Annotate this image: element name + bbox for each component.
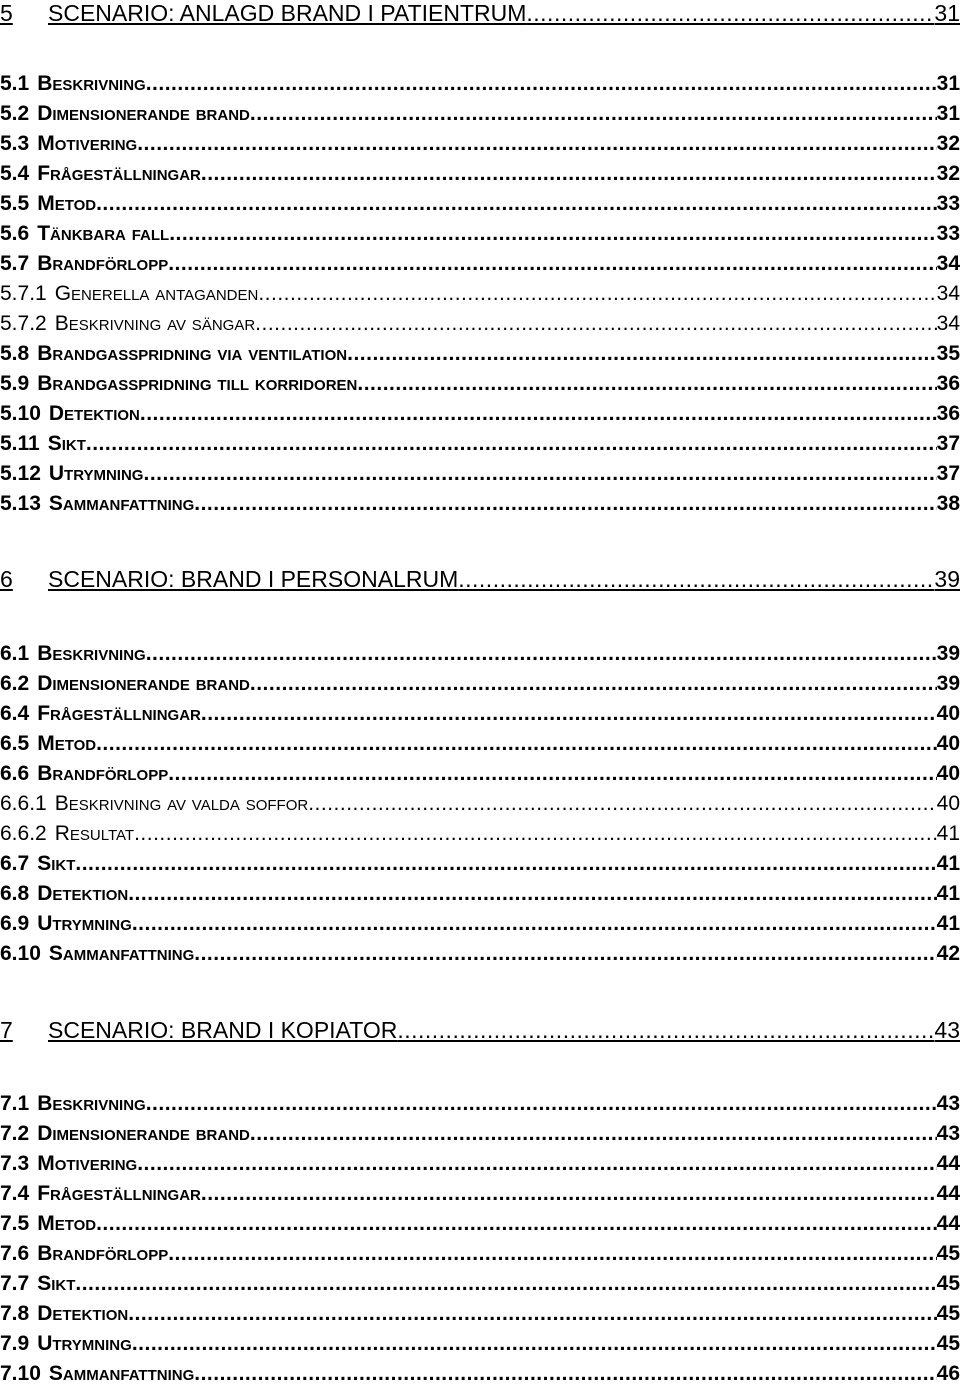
- toc-entry-page-number: 32: [936, 132, 960, 155]
- toc-entry-page-number: 45: [936, 1242, 960, 1265]
- toc-entry-page-number: 40: [936, 702, 960, 725]
- toc-entry-title: Beskrivning av valda soffor: [54, 792, 309, 815]
- toc-entry-page-number: 38: [936, 492, 960, 515]
- dot-leader: [140, 402, 937, 426]
- dot-leader: [134, 822, 937, 846]
- dot-leader: [194, 942, 936, 966]
- toc-entry-number: 6.5: [0, 732, 30, 755]
- toc-entry-title: Metod: [37, 732, 97, 755]
- dot-leader: [201, 702, 937, 726]
- toc-entry-number: 5.5: [0, 192, 30, 215]
- toc-entry-page-number: 35: [936, 342, 960, 365]
- toc-entry-title: Sikt: [37, 852, 76, 875]
- toc-entry[interactable]: [0, 372, 960, 396]
- toc-entry-page-number: 41: [936, 882, 960, 905]
- toc-entry-title: Sammanfattning: [48, 942, 195, 965]
- toc-entry-number: 5.6: [0, 222, 30, 245]
- toc-entry-title: Motivering: [37, 1152, 138, 1175]
- toc-chapter-entry[interactable]: [0, 1017, 960, 1044]
- toc-entry-page-number: 45: [936, 1302, 960, 1325]
- toc-entry-page-number: 32: [936, 162, 960, 185]
- toc-entry-number: 5.1: [0, 72, 30, 95]
- dot-leader: [132, 1332, 937, 1356]
- toc-entry-title: Detektion: [37, 1302, 129, 1325]
- toc-entry-page-number: 39: [936, 672, 960, 695]
- toc-entry[interactable]: [0, 1362, 960, 1386]
- dot-leader: [194, 1362, 936, 1386]
- toc-entry-number: 6.6.2: [0, 822, 47, 845]
- toc-entry-page-number: 34: [936, 282, 960, 305]
- toc-entry-title: Dimensionerande brand: [37, 672, 250, 695]
- toc-entry-page-number: 43: [936, 1122, 960, 1145]
- toc-entry-page-number: 40: [936, 732, 960, 755]
- toc-entry-number: 5.3: [0, 132, 30, 155]
- dot-leader: [194, 492, 936, 516]
- toc-entry-title: Metod: [37, 1212, 97, 1235]
- dot-leader: [250, 1122, 937, 1146]
- toc-entry-title: Resultat: [54, 822, 135, 845]
- toc-entry-page-number: 39: [936, 642, 960, 665]
- toc-entry[interactable]: [0, 912, 960, 936]
- dot-leader: [146, 72, 937, 96]
- toc-entry-page-number: 41: [936, 822, 960, 845]
- toc-entry[interactable]: [0, 1212, 960, 1236]
- toc-chapter-entry[interactable]: [0, 566, 960, 593]
- toc-entry-number: 7.3: [0, 1152, 30, 1175]
- toc-entry-number: 6: [0, 566, 13, 592]
- toc-entry-page-number: 43: [936, 1092, 960, 1115]
- toc-entry-page-number: 39: [934, 566, 960, 592]
- toc-entry-title: Utrymning: [37, 912, 132, 935]
- toc-entry[interactable]: [0, 1182, 960, 1206]
- toc-entry-title: Beskrivning av sängar: [54, 312, 256, 335]
- dot-leader: [255, 312, 936, 336]
- toc-entry-title: Generella antaganden: [54, 282, 259, 305]
- toc-entry-number: 6.6.1: [0, 792, 47, 815]
- toc-entry-number: 7.4: [0, 1182, 30, 1205]
- toc-entry-page-number: 36: [936, 372, 960, 395]
- dot-leader: [250, 672, 937, 696]
- toc-entry[interactable]: [0, 792, 960, 816]
- toc-entry[interactable]: [0, 402, 960, 426]
- toc-entry[interactable]: [0, 282, 960, 306]
- toc-entry-page-number: 41: [936, 912, 960, 935]
- dot-leader: [526, 0, 934, 27]
- toc-entry-page-number: 31: [936, 72, 960, 95]
- dot-leader: [250, 102, 937, 126]
- dot-leader: [168, 1242, 936, 1266]
- toc-entry-number: 6.4: [0, 702, 30, 725]
- toc-entry[interactable]: [0, 732, 960, 756]
- toc-entry-page-number: 37: [936, 462, 960, 485]
- dot-leader: [137, 1152, 936, 1176]
- toc-entry-number: 5.4: [0, 162, 30, 185]
- toc-entry-page-number: 42: [936, 942, 960, 965]
- toc-entry-number: 6.6: [0, 762, 30, 785]
- toc-entry-number: 6.10: [0, 942, 41, 965]
- toc-entry-title: Brandgasspridning via ventilation: [37, 342, 348, 365]
- toc-entry-page-number: 34: [936, 252, 960, 275]
- toc-entry[interactable]: [0, 882, 960, 906]
- toc-entry-number: 7: [0, 1017, 13, 1043]
- dot-leader: [347, 342, 937, 366]
- toc-entry-number: 6.8: [0, 882, 30, 905]
- toc-entry-number: 5.9: [0, 372, 30, 395]
- toc-entry[interactable]: [0, 462, 960, 486]
- toc-entry-page-number: 41: [936, 852, 960, 875]
- toc-entry-number: 5.13: [0, 492, 41, 515]
- toc-entry-title: Sikt: [47, 432, 86, 455]
- toc-entry-page-number: 33: [936, 192, 960, 215]
- toc-entry-title: SCENARIO: BRAND I KOPIATOR: [48, 1017, 398, 1043]
- toc-entry-title: Dimensionerande brand: [37, 1122, 250, 1145]
- toc-entry[interactable]: [0, 702, 960, 726]
- dot-leader: [146, 1092, 937, 1116]
- toc-entry-number: 5.8: [0, 342, 30, 365]
- toc-entry[interactable]: [0, 1332, 960, 1356]
- dot-leader: [146, 642, 937, 666]
- toc-entry-title: Motivering: [37, 132, 138, 155]
- dot-leader: [201, 1182, 937, 1206]
- toc-entry-page-number: 40: [936, 762, 960, 785]
- toc-entry-page-number: 31: [934, 0, 960, 26]
- toc-entry-number: 5.7: [0, 252, 30, 275]
- toc-entry[interactable]: [0, 1122, 960, 1146]
- toc-entry-number: 5.7.2: [0, 312, 47, 335]
- toc-entry-title: Beskrivning: [37, 72, 146, 95]
- toc-entry[interactable]: [0, 252, 960, 276]
- toc-entry[interactable]: [0, 192, 960, 216]
- dot-leader: [143, 462, 936, 486]
- toc-entry-title: Utrymning: [37, 1332, 132, 1355]
- dot-leader: [169, 222, 936, 246]
- toc-entry-number: 5.12: [0, 462, 41, 485]
- toc-entry-number: 7.10: [0, 1362, 41, 1385]
- toc-entry[interactable]: [0, 1152, 960, 1176]
- dot-leader: [75, 1272, 936, 1296]
- toc-entry-page-number: 43: [934, 1017, 960, 1043]
- dot-leader: [308, 792, 936, 816]
- toc-entry-title: Beskrivning: [37, 642, 146, 665]
- toc-entry-page-number: 45: [936, 1332, 960, 1355]
- toc-entry[interactable]: [0, 942, 960, 966]
- toc-entry[interactable]: [0, 102, 960, 126]
- toc-entry-number: 7.9: [0, 1332, 30, 1355]
- toc-entry[interactable]: [0, 342, 960, 366]
- toc-entry-number: 5.11: [0, 432, 40, 455]
- toc-entry-page-number: 44: [936, 1182, 960, 1205]
- toc-entry-page-number: 33: [936, 222, 960, 245]
- toc-entry-number: 7.2: [0, 1122, 30, 1145]
- toc-entry-title: Brandförlopp: [37, 252, 169, 275]
- dot-leader: [357, 372, 936, 396]
- toc-entry-page-number: 31: [936, 102, 960, 125]
- toc-entry-title: SCENARIO: BRAND I PERSONALRUM: [48, 566, 459, 592]
- toc-entry-title: Brandförlopp: [37, 1242, 169, 1265]
- toc-entry-number: 5.2: [0, 102, 30, 125]
- toc-entry-number: 7.8: [0, 1302, 30, 1325]
- toc-entry[interactable]: [0, 822, 960, 846]
- toc-entry-page-number: 44: [936, 1212, 960, 1235]
- toc-entry-title: Brandgasspridning till korridoren: [37, 372, 358, 395]
- dot-leader: [397, 1017, 934, 1044]
- toc-entry-page-number: 40: [936, 792, 960, 815]
- toc-entry-title: Brandförlopp: [37, 762, 169, 785]
- dot-leader: [458, 566, 934, 593]
- toc-entry-number: 6.7: [0, 852, 30, 875]
- toc-entry-number: 7.1: [0, 1092, 30, 1115]
- toc-entry-page-number: 45: [936, 1272, 960, 1295]
- toc-entry-page-number: 46: [936, 1362, 960, 1385]
- toc-entry-number: 7.5: [0, 1212, 30, 1235]
- toc-entry[interactable]: [0, 1242, 960, 1266]
- dot-leader: [137, 132, 936, 156]
- toc-entry-title: Utrymning: [48, 462, 144, 485]
- toc-entry-number: 7.6: [0, 1242, 30, 1265]
- toc-entry-page-number: 44: [936, 1152, 960, 1175]
- dot-leader: [168, 252, 936, 276]
- toc-entry[interactable]: [0, 1272, 960, 1296]
- toc-entry-number: 5.10: [0, 402, 41, 425]
- toc-entry-title: Sammanfattning: [48, 1362, 195, 1385]
- toc-entry-title: Frågeställningar: [37, 702, 201, 725]
- toc-entry-title: Dimensionerande brand: [37, 102, 250, 125]
- toc-chapter-entry[interactable]: [0, 0, 960, 27]
- dot-leader: [96, 192, 937, 216]
- toc-entry-page-number: 37: [936, 432, 960, 455]
- toc-entry-number: 6.1: [0, 642, 30, 665]
- toc-entry-page-number: 34: [936, 312, 960, 335]
- toc-entry-title: Detektion: [37, 882, 129, 905]
- toc-entry[interactable]: [0, 72, 960, 96]
- toc-entry-number: 6.2: [0, 672, 30, 695]
- dot-leader: [132, 912, 937, 936]
- toc-entry-number: 5.7.1: [0, 282, 47, 305]
- toc-entry-title: SCENARIO: ANLAGD BRAND I PATIENTRUM: [48, 0, 527, 26]
- toc-entry[interactable]: [0, 762, 960, 786]
- toc-entry-title: Metod: [37, 192, 97, 215]
- toc-entry[interactable]: [0, 642, 960, 666]
- dot-leader: [258, 282, 936, 306]
- dot-leader: [168, 762, 936, 786]
- toc-entry-title: Frågeställningar: [37, 162, 201, 185]
- toc-entry-page-number: 36: [936, 402, 960, 425]
- toc-entry-number: 5: [0, 0, 13, 26]
- dot-leader: [128, 882, 936, 906]
- dot-leader: [86, 432, 937, 456]
- toc-entry[interactable]: [0, 132, 960, 156]
- toc-entry-title: Tänkbara fall: [37, 222, 170, 245]
- toc-entry-title: Beskrivning: [37, 1092, 146, 1115]
- toc-entry[interactable]: [0, 1302, 960, 1326]
- toc-entry[interactable]: [0, 1092, 960, 1116]
- toc-entry[interactable]: [0, 492, 960, 516]
- dot-leader: [128, 1302, 936, 1326]
- toc-entry[interactable]: [0, 852, 960, 876]
- dot-leader: [201, 162, 937, 186]
- toc-entry-number: 7.7: [0, 1272, 30, 1295]
- toc-entry[interactable]: [0, 222, 960, 246]
- dot-leader: [96, 732, 937, 756]
- toc-entry-title: Detektion: [48, 402, 140, 425]
- toc-entry-number: 6.9: [0, 912, 30, 935]
- toc-entry[interactable]: [0, 312, 960, 336]
- toc-entry[interactable]: [0, 672, 960, 696]
- dot-leader: [75, 852, 936, 876]
- toc-entry[interactable]: [0, 162, 960, 186]
- dot-leader: [96, 1212, 937, 1236]
- toc-entry[interactable]: [0, 432, 960, 456]
- toc-entry-title: Frågeställningar: [37, 1182, 201, 1205]
- toc-entry-title: Sammanfattning: [48, 492, 195, 515]
- toc-entry-title: Sikt: [37, 1272, 76, 1295]
